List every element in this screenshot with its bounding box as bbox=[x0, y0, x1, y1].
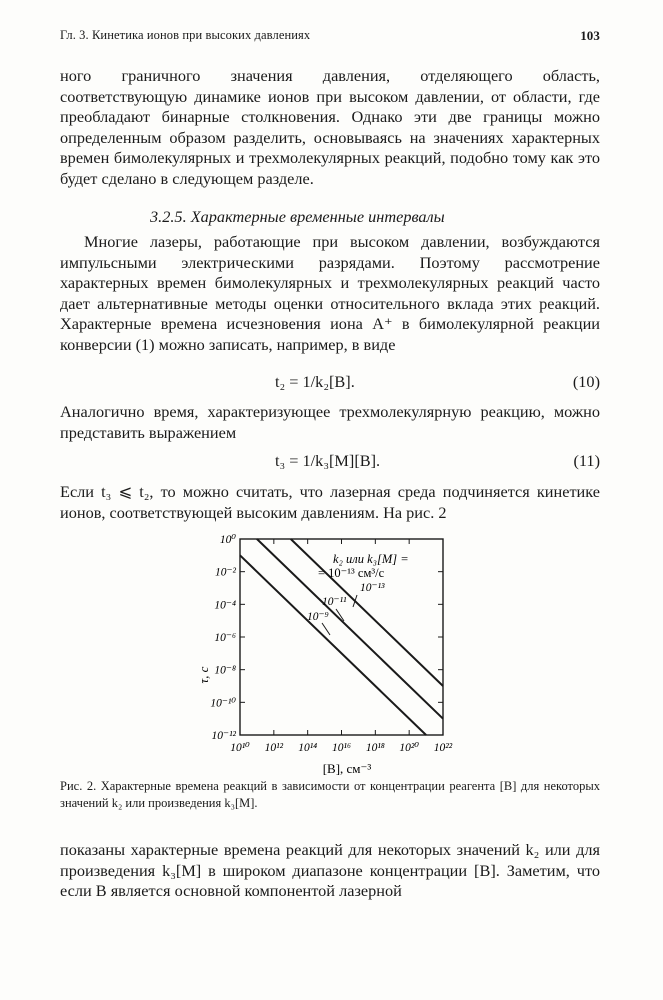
x-tick-label: 10¹² bbox=[264, 742, 284, 754]
series-line bbox=[240, 555, 426, 735]
x-tick-label: 10¹⁶ bbox=[332, 742, 351, 754]
x-tick-label: 10¹⁴ bbox=[298, 742, 318, 754]
x-tick-label: 10²² bbox=[433, 742, 453, 754]
series-label: 10⁻¹³ bbox=[360, 582, 385, 594]
page-number: 103 bbox=[580, 28, 600, 43]
y-tick-label: 10⁻⁶ bbox=[214, 632, 236, 644]
paragraph-top: ного граничного значения давления, отделяющего область, соответствующую динамике ионов при высоком давлении, от области, где преобладают бинарные столкновения. Однако эти две границы можно определенным образом разделить, основываясь на значениях характерных времен бимолекулярных и трехмолекулярных реакций, подобно тому как это будет сделано в следующем разделе. bbox=[60, 66, 600, 188]
equation-11-number: (11) bbox=[573, 451, 600, 470]
y-tick-label: 10⁻¹² bbox=[211, 730, 236, 742]
equation-10: t₂ = 1/k₂[B]. bbox=[275, 372, 355, 391]
y-tick-label: 10⁰ bbox=[219, 534, 236, 546]
paragraph-4: Если t₃ ⩽ t₂, то можно считать, что лазерная среда подчиняется кинетике ионов, соответствующей высоким давлениям. На рис. 2 bbox=[60, 482, 600, 522]
x-tick-label: 10²⁰ bbox=[399, 742, 419, 754]
legend-line-1: k₂ или k₃[M] = bbox=[333, 552, 409, 566]
paragraph-3: Аналогично время, характеризующее трехмолекулярную реакцию, можно представить выражением bbox=[60, 402, 600, 442]
paragraph-bottom: показаны характерные времена реакций для некоторых значений k₂ или для произведения k₃[M] в широком диапазоне концентрации [B]. Заметим, что если B является основной компонентой лазерной bbox=[60, 840, 600, 901]
series-leader bbox=[322, 623, 330, 635]
running-head-title: Гл. 3. Кинетика ионов при высоких давлениях bbox=[60, 28, 311, 42]
x-tick-label: 10¹⁸ bbox=[365, 742, 385, 754]
legend-line-2: = 10⁻¹³ см³/с bbox=[318, 566, 385, 580]
y-tick-label: 10⁻⁴ bbox=[214, 599, 236, 612]
equation-11: t₃ = 1/k₃[M][B]. bbox=[275, 451, 381, 470]
reaction-time-chart bbox=[0, 525, 663, 785]
y-tick-label: 10⁻⁸ bbox=[214, 664, 236, 677]
section-title: 3.2.5. Характерные временные интервалы bbox=[150, 207, 445, 226]
y-tick-label: 10⁻¹⁰ bbox=[210, 697, 236, 710]
paragraph-2: Многие лазеры, работающие при высоком давлении, возбуждаются импульсными электрическими разрядами. Поэтому рассмотрение характерных времен бимолекулярных и трехмолекулярных реакций часто дает альтернативные методы оценки относительного вклада этих реакций. Характерные времена исчезновения иона A⁺ в бимолекулярной реакции конверсии (1) можно записать, например, в виде bbox=[60, 232, 600, 354]
series-label: 10⁻⁹ bbox=[307, 611, 329, 623]
figure-caption: Рис. 2. Характерные времена реакций в зависимости от концентрации реагента [B] для некоторых значений k₂ или произведения k₃[M]. bbox=[60, 779, 600, 810]
equation-10-number: (10) bbox=[572, 372, 600, 391]
y-axis-label: τ, с bbox=[196, 666, 211, 684]
x-axis-label: [B], см⁻³ bbox=[322, 761, 372, 776]
y-tick-label: 10⁻² bbox=[214, 566, 236, 579]
running-head bbox=[60, 28, 600, 43]
x-tick-label: 10¹⁰ bbox=[230, 742, 250, 754]
series-label: 10⁻¹¹ bbox=[322, 596, 347, 608]
